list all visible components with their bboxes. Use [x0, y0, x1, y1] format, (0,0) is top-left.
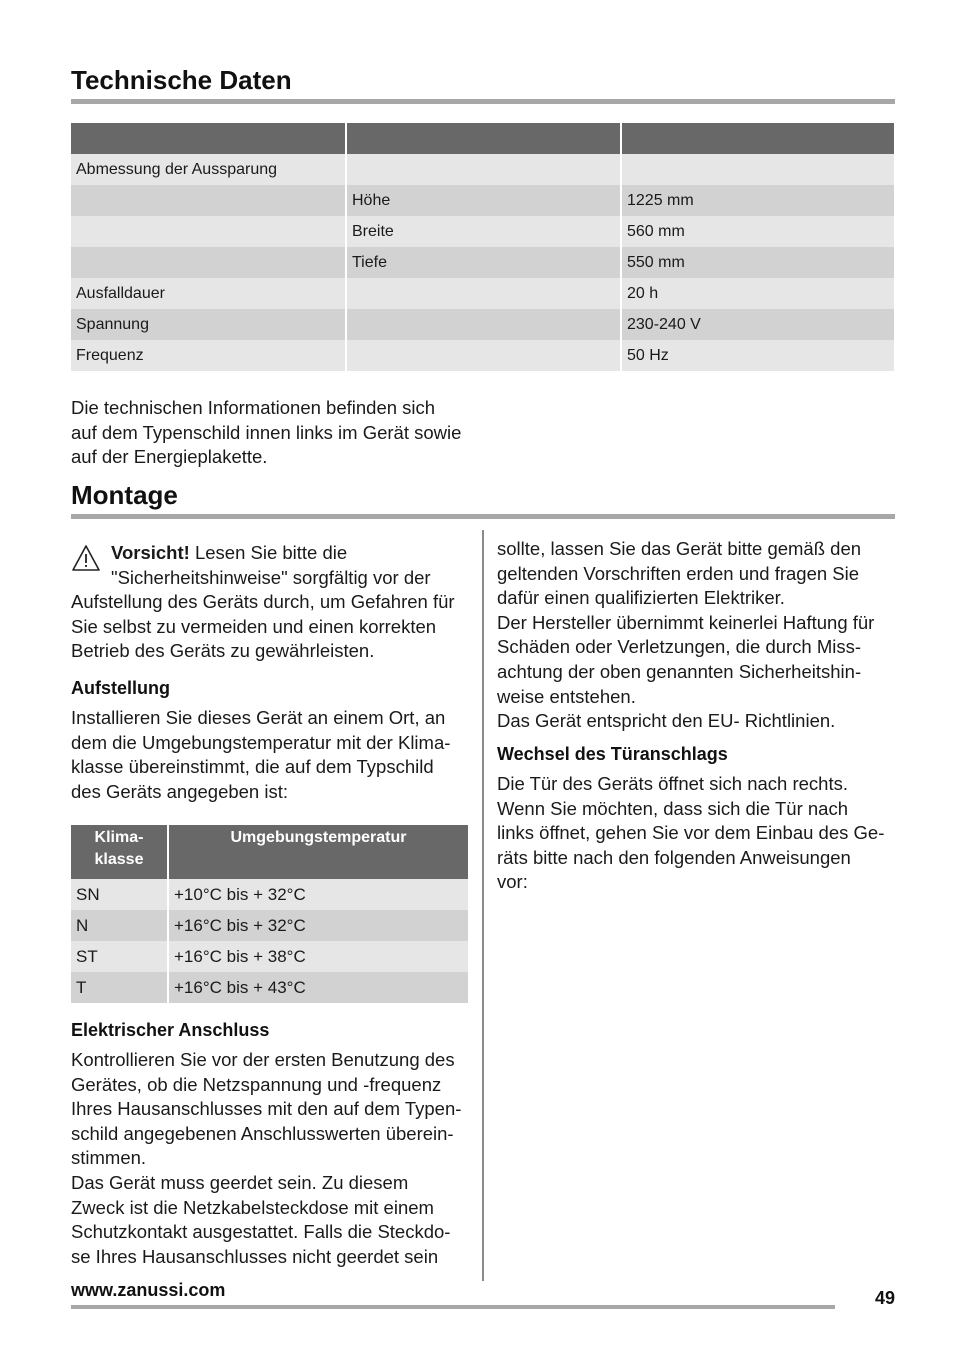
table-header-row [71, 123, 894, 154]
table-cell: 1225 mm [621, 185, 894, 216]
table-cell [346, 309, 621, 340]
text-line: achtung der oben genannten Sicherheitshin- [497, 660, 862, 682]
text-line: Installieren Sie dieses Gerät an einem Ort, an [71, 707, 446, 728]
text-line: Zweck ist die Netzkabelsteckdose mit einem [71, 1196, 434, 1218]
table-cell: +16°C bis + 32°C [168, 910, 468, 941]
table-cell [346, 154, 621, 185]
text-line: Schutzkontakt ausgestattet. Falls die Steckdo- [71, 1221, 451, 1243]
table-row [71, 879, 468, 910]
table-cell [71, 216, 346, 247]
section-title-montage: Montage [71, 480, 178, 510]
text-line: stimmen. [71, 1147, 147, 1169]
table-cell: ST [71, 941, 168, 972]
table-cell: 560 mm [621, 216, 894, 247]
table-cell: 230-240 V [621, 309, 894, 340]
text-line: Kontrollieren Sie vor der ersten Benutzung des [71, 1049, 455, 1070]
table-cell [346, 278, 621, 309]
text-line: schild angegebenen Anschlusswerten überein- [71, 1122, 454, 1144]
header-line: klasse [94, 851, 144, 868]
table-cell: +16°C bis + 43°C [168, 972, 468, 1003]
table-cell: Breite [346, 216, 621, 247]
footer-url: www.zanussi.com [71, 1280, 226, 1300]
table-row [71, 941, 468, 972]
table-row [71, 216, 894, 247]
text-line: klasse übereinstimmt, die auf dem Typschild [71, 756, 434, 778]
table-cell [621, 154, 894, 185]
section-divider [71, 514, 895, 519]
warning-label: Vorsicht! [111, 542, 190, 563]
table-row [71, 154, 894, 185]
table-cell: Frequenz [71, 340, 346, 371]
table-row [71, 309, 894, 340]
tueranschlag-paragraph [497, 772, 897, 895]
table-cell: N [71, 910, 168, 941]
warning-paragraph [71, 541, 481, 664]
table-header-cell: Umgebungstemperatur [168, 825, 468, 879]
table-cell: Abmessung der Aussparung [71, 154, 346, 185]
table-cell: Höhe [346, 185, 621, 216]
technical-info-note [71, 396, 491, 470]
table-cell: +16°C bis + 38°C [168, 941, 468, 972]
table-row [71, 340, 894, 371]
section-divider [71, 99, 895, 104]
subheading-elektrischer-anschluss: Elektrischer Anschluss [71, 1020, 270, 1040]
column-divider [482, 530, 484, 1281]
text-line: Wenn Sie möchten, dass sich die Tür nach [497, 797, 849, 819]
table-cell: 20 h [621, 278, 894, 309]
text-line: Die Tür des Geräts öffnet sich nach rechts. [497, 773, 848, 794]
text-line [71, 541, 481, 566]
text-line: "Sicherheitshinweise" sorgfältig vor der [111, 566, 431, 588]
text-line: vor: [497, 871, 528, 893]
text-line: auf der Energieplakette. [71, 446, 268, 468]
climate-class-table [71, 825, 468, 1003]
warning-text: Lesen Sie bitte die [189, 542, 348, 563]
technical-data-table [71, 123, 894, 371]
table-row [71, 278, 894, 309]
text-line: des Geräts angegeben ist: [71, 780, 289, 802]
text-line: räts bitte nach den folgenden Anweisungen [497, 846, 851, 868]
table-cell: SN [71, 879, 168, 910]
text-line: dafür einen qualifizierten Elektriker. [497, 587, 785, 609]
table-row [71, 910, 468, 941]
subheading-tueranschlag: Wechsel des Türanschlags [497, 744, 728, 764]
header-line: Klima- [94, 829, 144, 846]
table-cell [71, 247, 346, 278]
table-cell: +10°C bis + 32°C [168, 879, 468, 910]
text-line: Das Gerät muss geerdet sein. Zu diesem [71, 1171, 409, 1193]
page-number: 49 [874, 1288, 895, 1308]
text-line: auf dem Typenschild innen links im Gerät sowie [71, 421, 462, 443]
text-line: Das Gerät entspricht den EU- Richtlinien. [497, 710, 836, 732]
right-column-paragraph [497, 537, 897, 734]
table-cell: Spannung [71, 309, 346, 340]
elektrisch-paragraph [71, 1048, 481, 1269]
text-line: Betrieb des Geräts zu gewährleisten. [71, 640, 375, 662]
aufstellung-paragraph [71, 706, 481, 804]
text-line: links öffnet, gehen Sie vor dem Einbau des Ge- [497, 822, 885, 844]
text-line: dem die Umgebungstemperatur mit der Klima- [71, 731, 451, 753]
table-cell: 550 mm [621, 247, 894, 278]
subheading-aufstellung: Aufstellung [71, 678, 170, 698]
table-cell: 50 Hz [621, 340, 894, 371]
section-title-technische-daten: Technische Daten [71, 65, 292, 95]
table-cell [71, 185, 346, 216]
text-line: sollte, lassen Sie das Gerät bitte gemäß den [497, 538, 862, 559]
table-cell: T [71, 972, 168, 1003]
table-cell: Ausfalldauer [71, 278, 346, 309]
table-cell [346, 340, 621, 371]
table-row [71, 972, 468, 1003]
text-line: se Ihres Hausanschlusses nicht geerdet sein [71, 1245, 439, 1267]
text-line: Ihres Hausanschlusses mit den auf dem Typen- [71, 1098, 462, 1120]
table-row [71, 185, 894, 216]
table-row [71, 247, 894, 278]
text-line: Gerätes, ob die Netzspannung und -frequenz [71, 1073, 442, 1095]
text-line: Sie selbst zu vermeiden und einen korrekten [71, 615, 437, 637]
text-line: Aufstellung des Geräts durch, um Gefahren für [71, 591, 455, 613]
table-header-cell [71, 825, 168, 879]
footer-divider [71, 1305, 835, 1309]
table-cell: Tiefe [346, 247, 621, 278]
text-line: Die technischen Informationen befinden sich [71, 397, 436, 418]
table-header-row [71, 825, 468, 879]
text-line: geltenden Vorschriften erden und fragen Sie [497, 562, 860, 584]
text-line: weise entstehen. [497, 685, 636, 707]
text-line: Schäden oder Verletzungen, die durch Miss- [497, 636, 862, 658]
text-line: Der Hersteller übernimmt keinerlei Haftung für [497, 611, 875, 633]
